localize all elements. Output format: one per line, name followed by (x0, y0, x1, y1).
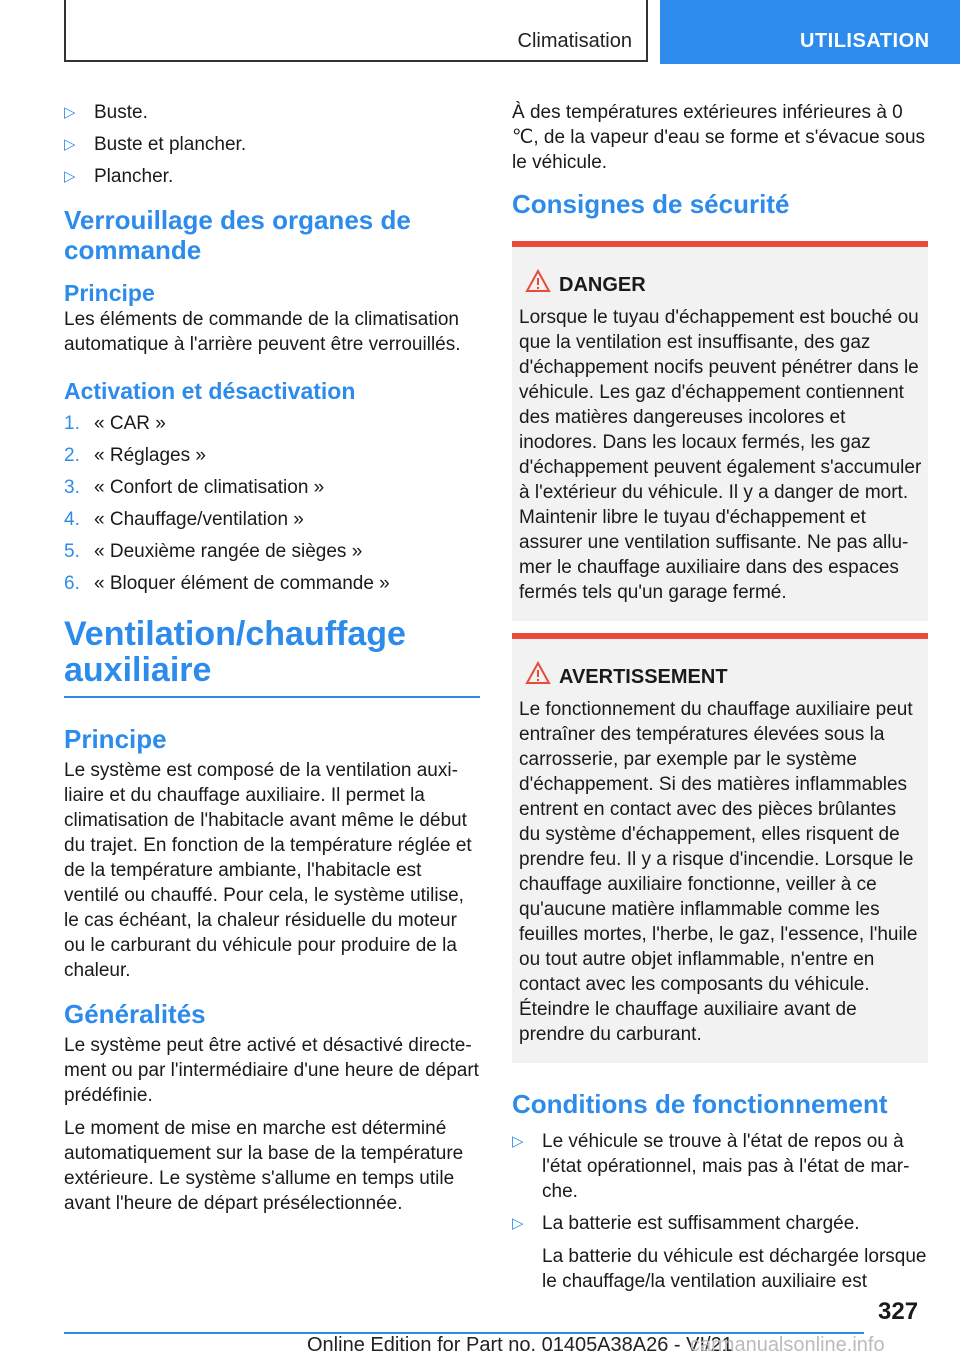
step-item: 4. « Chauffage/ventilation » (64, 509, 304, 530)
heading-general: Généralités (64, 999, 206, 1029)
heading-safety: Consignes de sécurité (512, 189, 790, 219)
triangle-bullet-icon: ▷ (64, 168, 76, 185)
danger-box (512, 241, 928, 621)
edition-text: Online Edition for Part no. 01405A38A26 - VI/21 (307, 1334, 733, 1356)
section-title: Climatisation (517, 30, 632, 52)
heading-conditions: Conditions de fonctionnement (512, 1089, 888, 1119)
paragraph: À des températures extérieures inférieures à 0 ℃, de la vapeur d'eau se forme et s'évacue sous le véhicule. (512, 102, 926, 173)
chapter-tab[interactable] (660, 0, 960, 64)
page-number: 327 (878, 1298, 919, 1325)
danger-text: Lorsque le tuyau d'échappement est bouché ou que la ventilation est insuffisante, des gaz d'échappement nocifs peuvent pénétrer dans le véhicule. Les gaz d'échappement contiennent des matières dangereuses incolores et inodores. Dans les locaux fermés, les gaz d'échappement peuvent également s'accumuler à l'extérieur du véhicule. Il y a danger de mort. Maintenir libre le tuyau d'échappement et assurer une ventilation suffisante. Ne pas allumer le chauffage auxiliaire dans des espaces fermés tels qu'un garage fermé. (519, 307, 922, 603)
warning-triangle-icon (525, 661, 551, 685)
warning-triangle-icon (525, 269, 551, 293)
paragraph: Le moment de mise en marche est déterminé automatiquement sur la base de la température extérieure. Le système s'allume en temps utile avant l'heure de départ présélectionnée. (64, 1118, 464, 1214)
triangle-bullet-icon: ▷ (64, 104, 76, 121)
step-item: 3. « Confort de climatisation » (64, 477, 325, 498)
watermark: carmanualsonline.info (690, 1334, 885, 1356)
warning-text: Le fonctionnement du chauffage auxiliaire peut entraîner des températures élevées sous la carrosserie, par exemple par le système d'échappement. Si des matières inflammables entrent en contact avec des pièces brûlantes du système d'échappement, elles risquent de prendre feu. Il y a risque d'incendie. Lorsque le chauffage auxiliaire fonctionne, veiller à ce qu'aucune matière inflammable comme les feuilles mortes, l'herbe, le gaz, l'essence, l'huile ou tout autre objet inflammable, n'entre en contact avec les composants du véhicule. Éteindre le chauffage auxiliaire avant de prendre du carburant. (519, 699, 918, 1045)
heading-principe: Principe (64, 724, 167, 754)
step-item: 6. « Bloquer élément de commande » (64, 573, 390, 594)
paragraph: Le système peut être activé et désactivé directement ou par l'intermédiaire d'une heure de départ prédéfinie. (64, 1035, 479, 1106)
list-item: ▷ La batterie est suffisamment chargée. La batterie du véhicule est déchargée lorsque le chauffage/la ventilation auxiliaire est (512, 1213, 927, 1292)
right-column (512, 100, 928, 1301)
list-item: ▷ Le véhicule se trouve à l'état de repos ou à l'état opérationnel, mais pas à l'état de marche. (512, 1131, 910, 1202)
chapter-heading-block (64, 616, 480, 698)
step-item: 1. « CAR » (64, 413, 166, 434)
heading-lock: Verrouillage des organes de commande (64, 205, 411, 265)
heading-ventilation: Ventilation/chauffage auxiliaire (64, 615, 406, 689)
paragraph: Les éléments de commande de la climatisation automatique à l'arrière peuvent être verrouillés. (64, 309, 461, 355)
heading-principe: Principe (64, 280, 155, 306)
header-box (64, 0, 648, 62)
warning-title: AVERTISSEMENT (519, 665, 922, 689)
triangle-bullet-icon: ▷ (512, 1133, 524, 1150)
list-item: ▷ Buste et plancher. (64, 134, 247, 155)
paragraph: Le système est composé de la ventilation auxiliaire et du chauffage auxiliaire. Il permet la climatisation de l'habitacle avant même le début du trajet. En fonction de la température réglée et de la température ambiante, l'habitacle est ventilé ou chauffé. Pour cela, le système utilise, le cas échéant, la chaleur résiduelle du moteur ou le carburant du véhicule pour produire de la chaleur. (64, 760, 472, 981)
list-item: ▷ Plancher. (64, 166, 174, 187)
list-item-detail: La batterie du véhicule est déchargée lorsque le chauffage/la ventilation auxiliaire est (542, 1246, 927, 1292)
warning-box (512, 633, 928, 1063)
danger-title: DANGER (519, 273, 922, 297)
heading-activation: Activation et désactivation (64, 378, 356, 404)
step-item: 5. « Deuxième rangée de sièges » (64, 541, 363, 562)
list-item: ▷ Buste. (64, 102, 148, 123)
step-item: 2. « Réglages » (64, 445, 206, 466)
chapter-tab-label: UTILISATION (800, 30, 930, 52)
triangle-bullet-icon: ▷ (64, 136, 76, 153)
left-column (64, 100, 480, 1216)
triangle-bullet-icon: ▷ (512, 1215, 524, 1232)
